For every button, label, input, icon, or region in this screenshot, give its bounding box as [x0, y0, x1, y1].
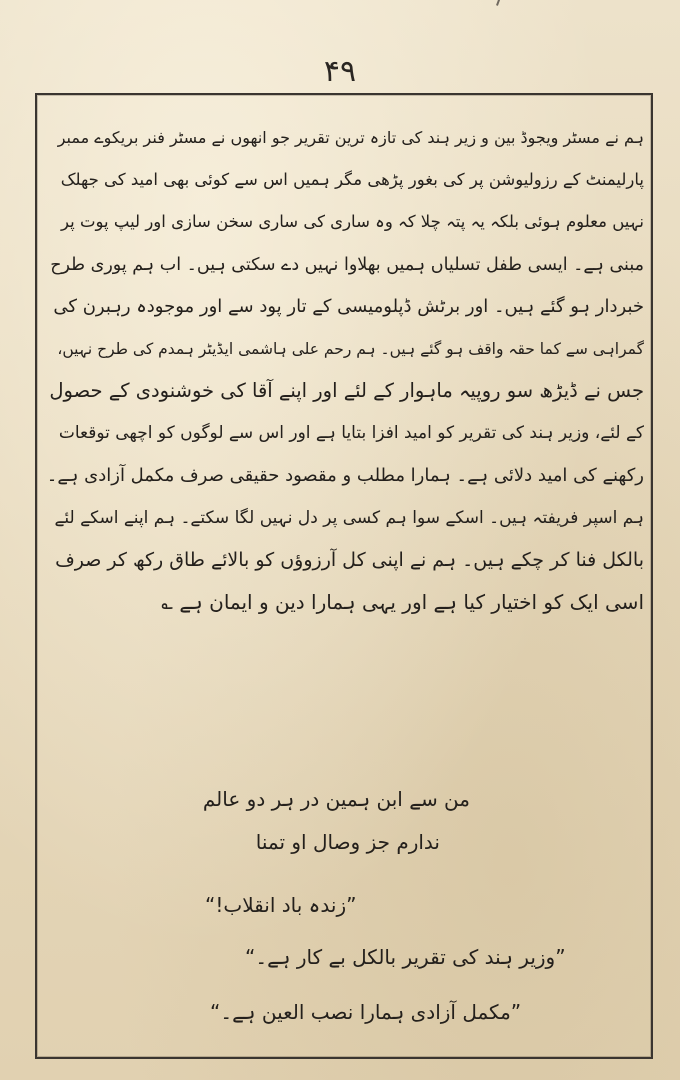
body-line: پارلیمنٹ کے رزولیوشن پر کی بغور پڑھی مگر ہمیں اس سے کوئی بھی امید کی جھلک	[60, 170, 644, 190]
body-paragraph	[46, 117, 644, 623]
ink-mark	[496, 0, 514, 10]
body-line: نہیں معلوم ہوئی بلکہ یہ پتہ چلا کہ وہ ساری کی ساری سخن سازی اور لیپ پوت پر	[61, 212, 644, 232]
body-line: اسی ایک کو اختیار کیا ہے اور یہی ہمارا دین و ایمان ہے ؎	[161, 590, 644, 615]
slogan-3: ”مکمل آزادی ہمارا نصب العین ہے۔“	[210, 1000, 522, 1024]
body-line: خبردار ہو گئے ہیں۔ اور برٹش ڈپلومیسی کے تار پود سے اور موجودہ رہبرن کی	[53, 295, 644, 317]
slogan-1: ”زندہ باد انقلاب!“	[205, 893, 357, 917]
body-line: بالکل فنا کر چکے ہیں۔ ہم نے اپنی کل آرزوؤں کو بالائے طاق رکھ کر صرف	[55, 548, 644, 571]
body-line: مبنی ہے۔ ایسی طفل تسلیاں ہمیں بھلاوا نہیں دے سکتی ہیں۔ اب ہم پوری طرح	[50, 254, 644, 275]
slogan-2: ”وزیر ہند کی تقریر بالکل بے کار ہے۔“	[245, 945, 566, 969]
page-number: ۴۹	[323, 54, 357, 89]
body-line: گمراہی سے کما حقہ واقف ہو گئے ہیں۔ ہم رحم علی ہاشمی ایڈیٹر ہمدم کی طرح نہیں،	[57, 339, 644, 358]
body-line: جس نے ڈیڑھ سو روپیہ ماہوار کے لئے اور اپنے آقا کی خوشنودی کے حصول	[49, 379, 644, 403]
body-line: کے لئے، وزیر ہند کی تقریر کو امید افزا بتایا ہے اور اس سے لوگوں کو اچھی توقعات	[58, 423, 644, 444]
body-line: ہم نے مسٹر ویجوڈ بین و زیر ہند کی تازہ ترین تقریر جو انھوں نے مسٹر فنر بریکوے ممبر	[57, 128, 644, 147]
body-line: ہم اسپر فریفتہ ہیں۔ اسکے سوا ہم کسی پر دل نہیں لگا سکتے۔ ہم اپنے اسکے لئے	[54, 507, 644, 528]
verse-line-2: ندارم جز وصال او تمنا	[255, 830, 440, 854]
body-line: رکھنے کی امید دلائی ہے۔ ہمارا مطلب و مقصود حقیقی صرف مکمل آزادی ہے۔	[46, 464, 644, 486]
verse-line-1: من سے ابن ہمین در ہر دو عالم	[202, 787, 470, 811]
